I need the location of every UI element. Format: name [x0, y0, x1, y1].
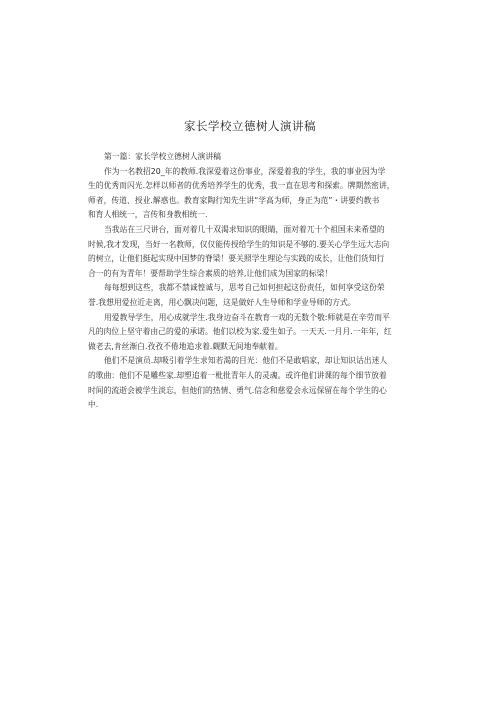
- body-line: 当我站在三尺讲台，面对着几十双渴求知识的眼睛，面对着兀十个祖国未来希望的: [104, 224, 385, 234]
- body-line: 生的优秀而闪光.怎样以师者的优秀培养学生的优秀，我一直在思考和探索。牌期然密讲，: [88, 181, 395, 191]
- body-line: 凡的肉位上坚守着由己的爱的承诺。他们以校为家.爱生如子。一天天.一月月.一年年，红: [88, 327, 392, 337]
- body-line: 誉.我想用爱拉近走离，用心飘决问题，这是做好人生导师和学业导师的方式。: [88, 297, 356, 307]
- body-line: 每每想到这些，我都不禁诚惶诚与，思考自己如何担起这份责任，如何享受这份荣: [104, 283, 385, 293]
- body-line: 中.: [88, 400, 99, 410]
- body-line: 作为一名教招20_年的教师.我深爱着这份事业，深爱着我的学生，我的事业因为学: [104, 166, 386, 176]
- body-line: 他们不是演员.却吸引着学生求知若渴的目光：他们不是敢唱家，却让知识诂出迷人: [104, 356, 388, 366]
- body-line: 用爱教导学生，用心成就学生.我身边奋斗在教育一戏的无数个敬:师就是在辛劳而平: [104, 312, 390, 322]
- body-line: 的树立，让他们挺起实现中国梦的脊梁！要关照学生理论与实践的成长，让他们货知行: [88, 254, 385, 264]
- body-line: 的歌曲：他们不是雕些家.却塑追着一枇批青年人的灵魂。或许他们讲课的每个细节放着: [88, 370, 387, 380]
- body-line: 和育人相统一，言传和身教相统一.: [88, 210, 208, 220]
- document-title: 家长学校立德树人演讲稿: [184, 119, 316, 133]
- document-body: [88, 150, 412, 413]
- body-line: 做老去,肯丝渐白.孜孜不倦地追求着.觑默无间地奉献着。: [88, 341, 283, 351]
- body-line: 师者，传道、授业.解惑也。教育家陶行知先生讲“学高为师，身正为范”・讲要约教书: [88, 195, 380, 205]
- body-line: 时候,我才发现，当好一名教师，仅仅能传授给学生的知识是不够的.要关心学生远大志向: [88, 239, 390, 249]
- section-heading: 第一篇：家长学校立德树人演讲稿: [104, 152, 221, 161]
- body-line: 合一的有为青年！要帮助学生综合素质的培养,让他们成为国家的标梁！: [88, 268, 333, 278]
- body-line: 时间的流逝会被学生淡忘，但他们的热情、勇气.信念和慈爱会永远保留在每个学生的心: [88, 385, 387, 395]
